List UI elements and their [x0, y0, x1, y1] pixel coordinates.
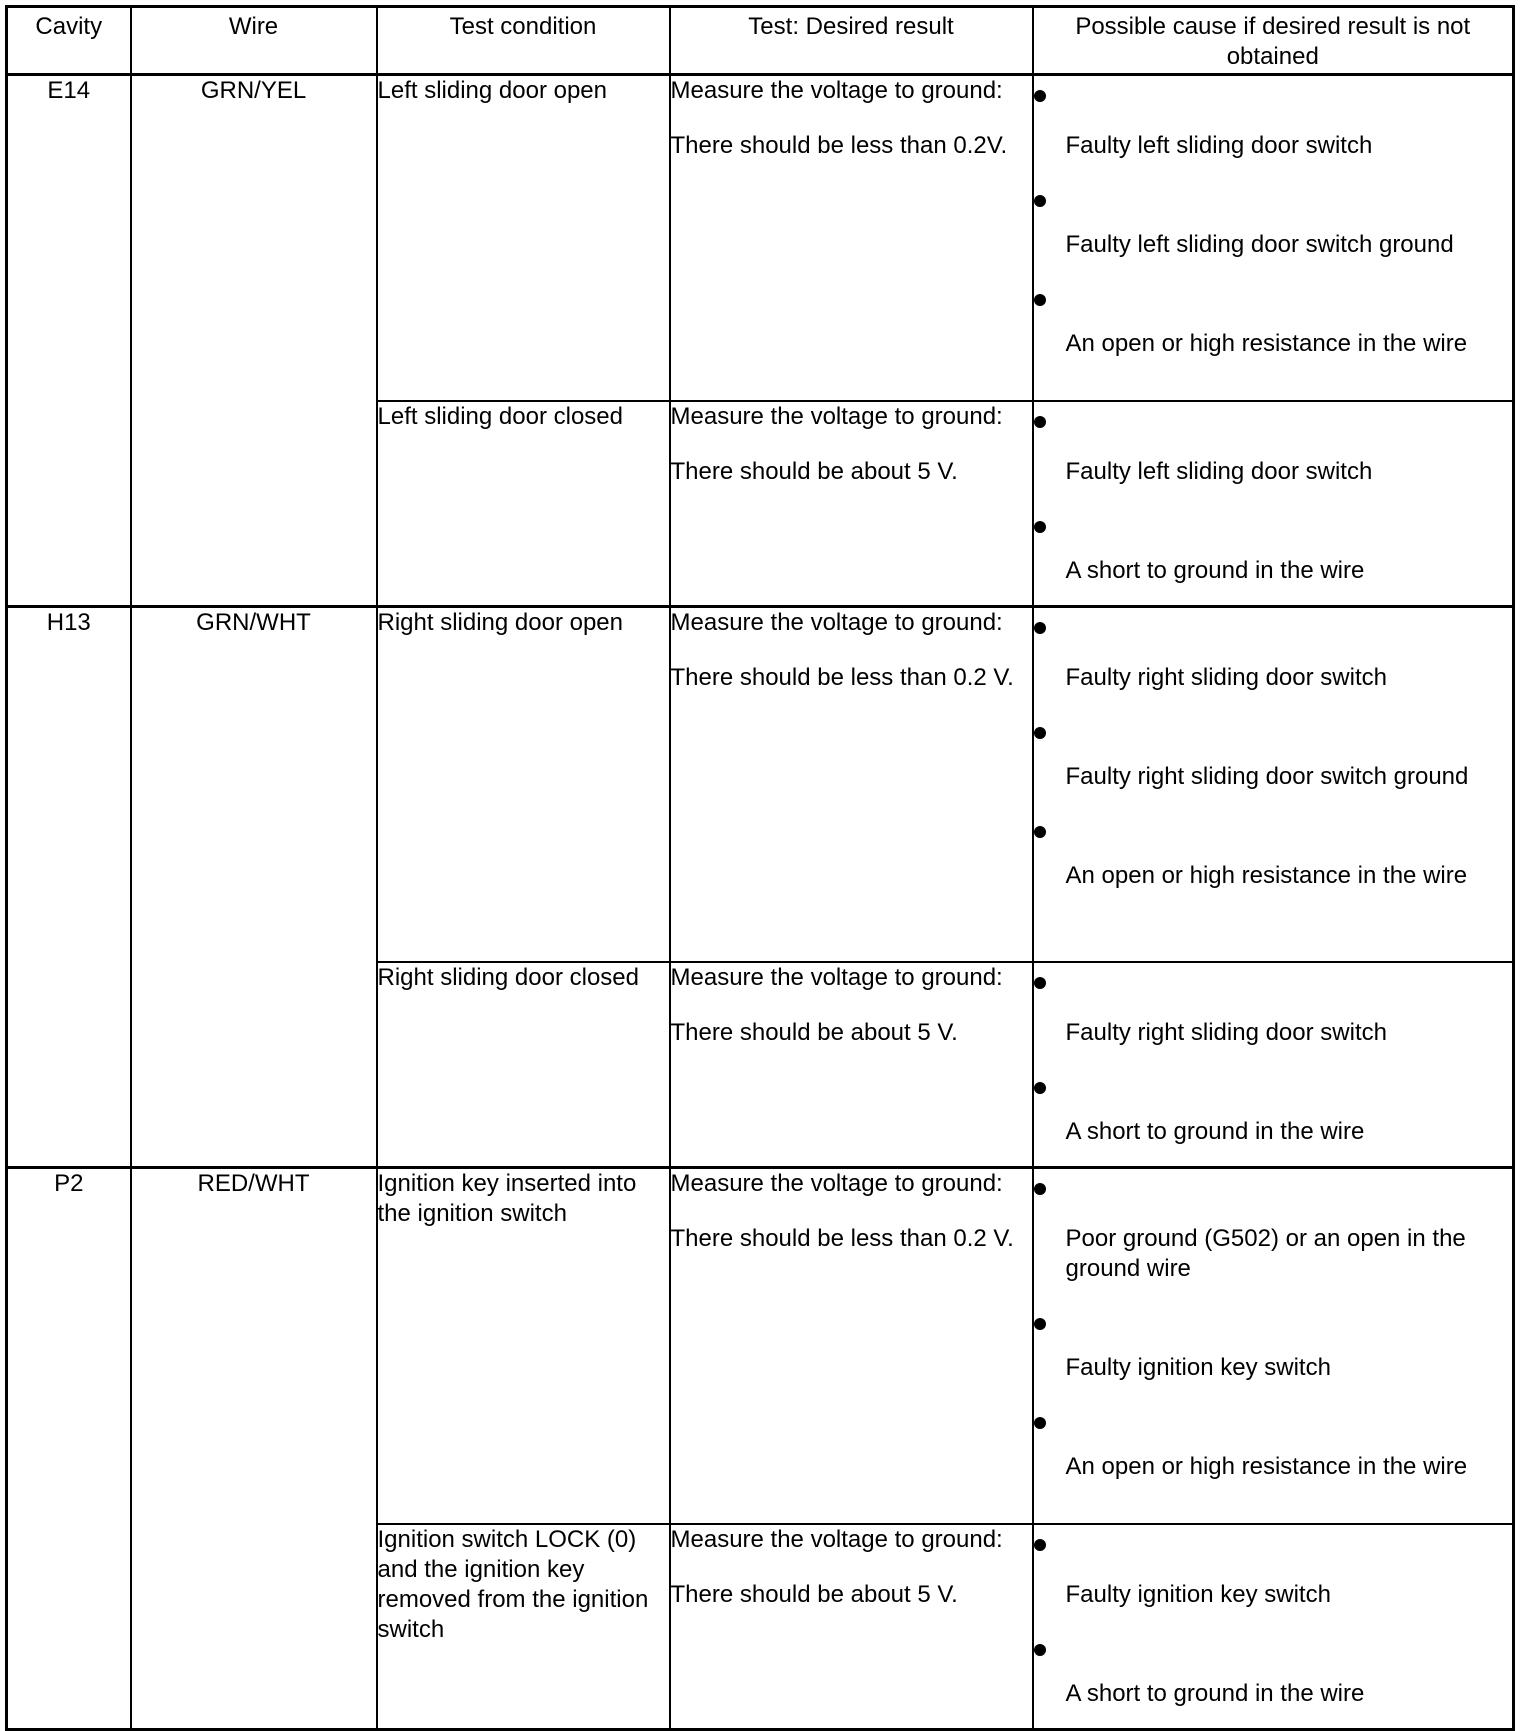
cause-text: An open or high resistance in the wire: [1065, 861, 1468, 889]
cause-list: [1034, 76, 1513, 359]
possible-cause-cell: [1033, 401, 1514, 607]
table-row: [7, 75, 1514, 401]
desired-result-cell: [670, 75, 1033, 401]
result-instruction: Measure the voltage to ground:: [670, 77, 1003, 104]
result-expectation: There should be less than 0.2 V.: [670, 1225, 1014, 1252]
result-instruction: Measure the voltage to ground:: [670, 964, 1003, 991]
bullet-icon: [1034, 90, 1046, 102]
desired-result-cell: [670, 401, 1033, 607]
bullet-icon: [1034, 416, 1046, 428]
bullet-icon: [1034, 826, 1046, 838]
diagnostic-table: [5, 5, 1515, 1731]
cause-text: Faulty left sliding door switch ground: [1065, 231, 1454, 258]
cause-text: A short to ground in the wire: [1065, 556, 1365, 584]
cause-text: Faulty ignition key switch: [1065, 1580, 1331, 1608]
cavity-cell: P2: [7, 1168, 131, 1730]
cause-list: [1034, 1525, 1513, 1709]
cause-text: An open or high resistance in the wire: [1065, 1453, 1468, 1480]
bullet-icon: [1034, 1417, 1046, 1429]
desired-result-cell: [670, 1524, 1033, 1730]
test-condition-cell: Right sliding door closed: [377, 962, 670, 1168]
cause-text: An open or high resistance in the wire: [1065, 330, 1468, 357]
result-expectation: There should be less than 0.2 V.: [670, 663, 1014, 691]
desired-result-cell: [670, 1168, 1033, 1524]
list-item: [1034, 1169, 1513, 1284]
cause-text: Poor ground (G502) or an open in the ground wire: [1065, 1225, 1466, 1282]
possible-cause-cell: [1033, 606, 1514, 962]
result-expectation: There should be less than 0.2V.: [670, 132, 1008, 159]
bullet-icon: [1034, 1318, 1046, 1330]
header-test-condition: Test condition: [377, 7, 670, 75]
test-condition-cell: Ignition key inserted into the ignition switch: [377, 1168, 670, 1524]
cause-text: Faulty right sliding door switch: [1065, 1019, 1387, 1046]
result-instruction: Measure the voltage to ground:: [670, 402, 1003, 430]
list-item: [1034, 608, 1513, 693]
test-condition-cell: Left sliding door closed: [377, 401, 670, 607]
desired-result-cell: [670, 606, 1033, 962]
result-instruction: Measure the voltage to ground:: [670, 1525, 1003, 1553]
wire-cell: GRN/WHT: [131, 606, 377, 1168]
bullet-icon: [1034, 521, 1046, 533]
result-instruction: Measure the voltage to ground:: [670, 608, 1003, 636]
cause-text: Faulty right sliding door switch: [1065, 663, 1387, 691]
bullet-icon: [1034, 727, 1046, 739]
list-item: [1034, 506, 1513, 586]
possible-cause-cell: [1033, 1524, 1514, 1730]
test-condition-cell: Ignition switch LOCK (0) and the ignition key removed from the ignition switch: [377, 1524, 670, 1730]
bullet-icon: [1034, 195, 1046, 207]
header-desired-result: Test: Desired result: [670, 7, 1033, 75]
test-condition-cell: Right sliding door open: [377, 606, 670, 962]
list-item: [1034, 1629, 1513, 1709]
list-item: [1034, 963, 1513, 1048]
cavity-cell: E14: [7, 75, 131, 607]
list-item: [1034, 279, 1513, 359]
cause-list: [1034, 608, 1513, 891]
cause-list: [1034, 1169, 1513, 1482]
cause-list: [1034, 402, 1513, 586]
list-item: [1034, 1525, 1513, 1610]
table-row: [7, 1168, 1514, 1524]
list-item: [1034, 76, 1513, 161]
cause-text: A short to ground in the wire: [1065, 1118, 1365, 1145]
header-possible-cause: Possible cause if desired result is not obtained: [1033, 7, 1514, 75]
header-cavity: Cavity: [7, 7, 131, 75]
cause-text: A short to ground in the wire: [1065, 1679, 1365, 1707]
cause-text: Faulty left sliding door switch: [1065, 132, 1373, 159]
bullet-icon: [1034, 1539, 1046, 1551]
cavity-cell: H13: [7, 606, 131, 1168]
header-row: [7, 7, 1514, 75]
list-item: [1034, 402, 1513, 487]
bullet-icon: [1034, 977, 1046, 989]
result-expectation: There should be about 5 V.: [670, 1019, 958, 1046]
result-instruction: Measure the voltage to ground:: [670, 1170, 1003, 1197]
list-item: [1034, 1067, 1513, 1147]
result-expectation: There should be about 5 V.: [670, 1580, 958, 1608]
list-item: [1034, 1402, 1513, 1482]
list-item: [1034, 712, 1513, 792]
list-item: [1034, 1303, 1513, 1383]
possible-cause-cell: [1033, 75, 1514, 401]
bullet-icon: [1034, 1644, 1046, 1656]
wire-cell: RED/WHT: [131, 1168, 377, 1730]
diagnostic-table-sheet: [5, 5, 1512, 1707]
wire-cell: GRN/YEL: [131, 75, 377, 607]
bullet-icon: [1034, 294, 1046, 306]
cause-text: Faulty left sliding door switch: [1065, 457, 1373, 485]
possible-cause-cell: [1033, 1168, 1514, 1524]
desired-result-cell: [670, 962, 1033, 1168]
cause-text: Faulty ignition key switch: [1065, 1354, 1331, 1381]
possible-cause-cell: [1033, 962, 1514, 1168]
bullet-icon: [1034, 622, 1046, 634]
bullet-icon: [1034, 1183, 1046, 1195]
cause-list: [1034, 963, 1513, 1147]
list-item: [1034, 811, 1513, 891]
bullet-icon: [1034, 1082, 1046, 1094]
test-condition-cell: Left sliding door open: [377, 75, 670, 401]
header-wire: Wire: [131, 7, 377, 75]
cause-text: Faulty right sliding door switch ground: [1065, 762, 1469, 790]
list-item: [1034, 180, 1513, 260]
result-expectation: There should be about 5 V.: [670, 457, 958, 485]
table-row: [7, 606, 1514, 962]
